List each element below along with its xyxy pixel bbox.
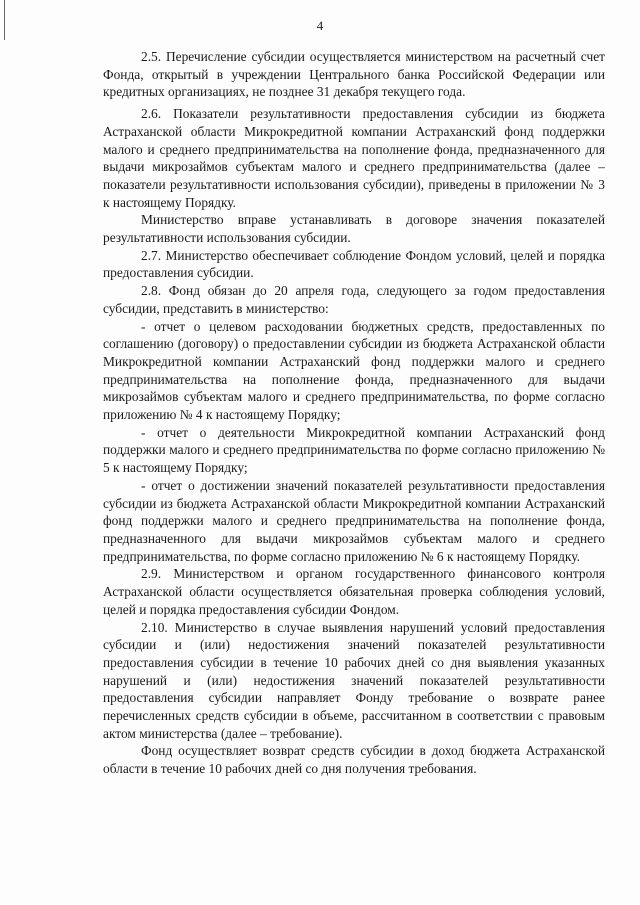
paragraph-2-8: 2.8. Фонд обязан до 20 апреля года, следующего за годом предоставления субсидии, представить в министерство: [103,283,605,316]
document-body [103,48,605,778]
list-item-report-activity: - отчет о деятельности Микрокредитной компании Астраханский фонд поддержки малого и среднего предпринимательства по форме согласно приложению № 5 к настоящему Порядку; [103,424,605,476]
paragraph-2-7: 2.7. Министерство обеспечивает соблюдение Фондом условий, целей и порядка предоставления субсидии. [103,247,605,281]
paragraph-2-6: 2.6. Показатели результативности предоставления субсидии из бюджета Астраханской области Микрокредитной компании Астраханский фонд поддержки малого и среднего предпринимательства на пополнение фонда, предназначенного для выдачи микрозаймов субъектам малого и среднего предпринимательства (далее – показатели результативности использования субсидии), приведены в приложении № 3 к настоящему Порядку. [103,106,605,210]
paragraph-2-9: 2.9. Министерством и органом государственного финансового контроля Астраханской области осуществляется обязательная проверка соблюдения условий, целей и порядка предоставления субсидии Фондом. [103,566,605,617]
paragraph-2-5: 2.5. Перечисление субсидии осуществляется министерством на расчетный счет Фонда, открытый в учреждении Центрального банка Российской Федерации или кредитных организациях, не позднее 31 декабря текущего года. [103,49,605,100]
list-item-report-performance: - отчет о достижении значений показателей результативности предоставления субсидии из бюджета Астраханской области Микрокредитной компании Астраханский фонд поддержки малого и среднего предпринимательства на пополнение фонда, предназначенного для выдачи микрозаймов субъектам малого и среднего предпринимательства, по форме согласно приложению № 6 к настоящему Порядку. [103,477,605,564]
paragraph-refund: Фонд осуществляет возврат средств субсидии в доход бюджета Астраханской области в течение 10 рабочих дней со дня получения требования. [103,743,605,777]
paragraph-2-6-ministry-right: Министерство вправе устанавливать в договоре значения показателей результативности использования субсидии. [103,212,605,246]
paragraph-2-10: 2.10. Министерство в случае выявления нарушений условий предоставления субсидии и (или) недостижения значений показателей результативности предоставления субсидии в течение 10 рабочих дней со дня выявления указанных нарушений и (или) недостижения значений показателей результативности предоставления субсидии направляет Фонду требование о возврате ранее перечисленных средств субсидии в объеме, рассчитанном в соответствии с правовым актом министерства (далее – требование). [103,619,605,741]
list-item-report-target-use: - отчет о целевом расходовании бюджетных средств, предоставленных по соглашению (договору) о предоставлении субсидии из бюджета Астраханской области Микрокредитной компании Астраханский фонд поддержки малого и среднего предпринимательства на пополнение фонда, предназначенного для выдачи микрозаймов субъектам малого и среднего предпринимательства, по форме согласно приложению № 4 к настоящему Порядку; [103,318,605,423]
page-number: 4 [316,18,324,33]
